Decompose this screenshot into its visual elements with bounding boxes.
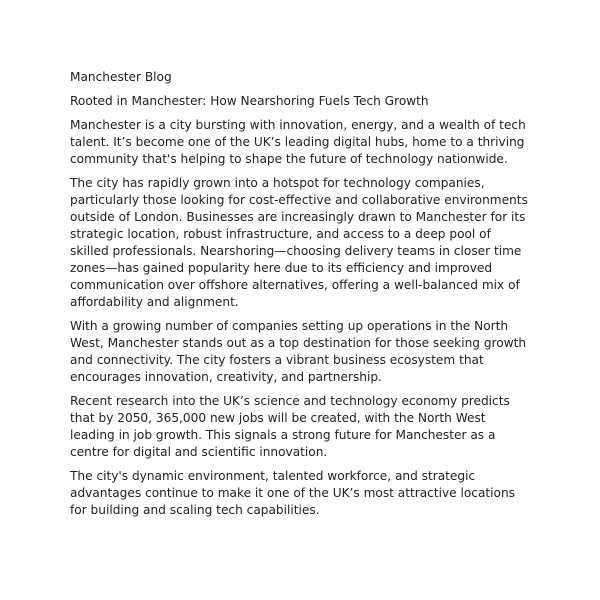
paragraph-conclusion: The city's dynamic environment, talented workforce, and strategic advantages continue to make it one of the UK’s most attractive locations for building and scaling tech capabilities. <box>70 469 516 517</box>
post-title: Rooted in Manchester: How Nearshoring Fuels Tech Growth <box>70 94 429 108</box>
paragraph-research-jobs: Recent research into the UK’s science and technology economy predicts that by 2050, 365,000 new jobs will be created, with the North West leading in job growth. This signals a strong future for Manchester as a centre for digital and scientific innovation. <box>70 394 510 459</box>
paragraph-growth-hotspot: The city has rapidly grown into a hotspot for technology companies, particularly those looking for cost-effective and collaborative environments outside of London. Businesses are increasingly drawn to Manchester for its strategic location, robust infrastructure, and access to a deep pool of skilled professionals. Nearshoring—choosing delivery teams in closer time zones—has gained popularity here due to its efficiency and improved communication over offshore alternatives, offering a well-balanced mix of affordability and alignment. <box>70 176 528 309</box>
paragraph-intro: Manchester is a city bursting with innovation, energy, and a wealth of tech talent. It’s become one of the UK’s leading digital hubs, home to a thriving community that's helping to shape the future of technology nationwide. <box>70 118 526 166</box>
blog-document <box>70 69 529 519</box>
site-title: Manchester Blog <box>70 70 172 84</box>
paragraph-north-west: With a growing number of companies setting up operations in the North West, Manchester stands out as a top destination for those seeking growth and connectivity. The city fosters a vibrant business ecosystem that encourages innovation, creativity, and partnership. <box>70 319 527 384</box>
